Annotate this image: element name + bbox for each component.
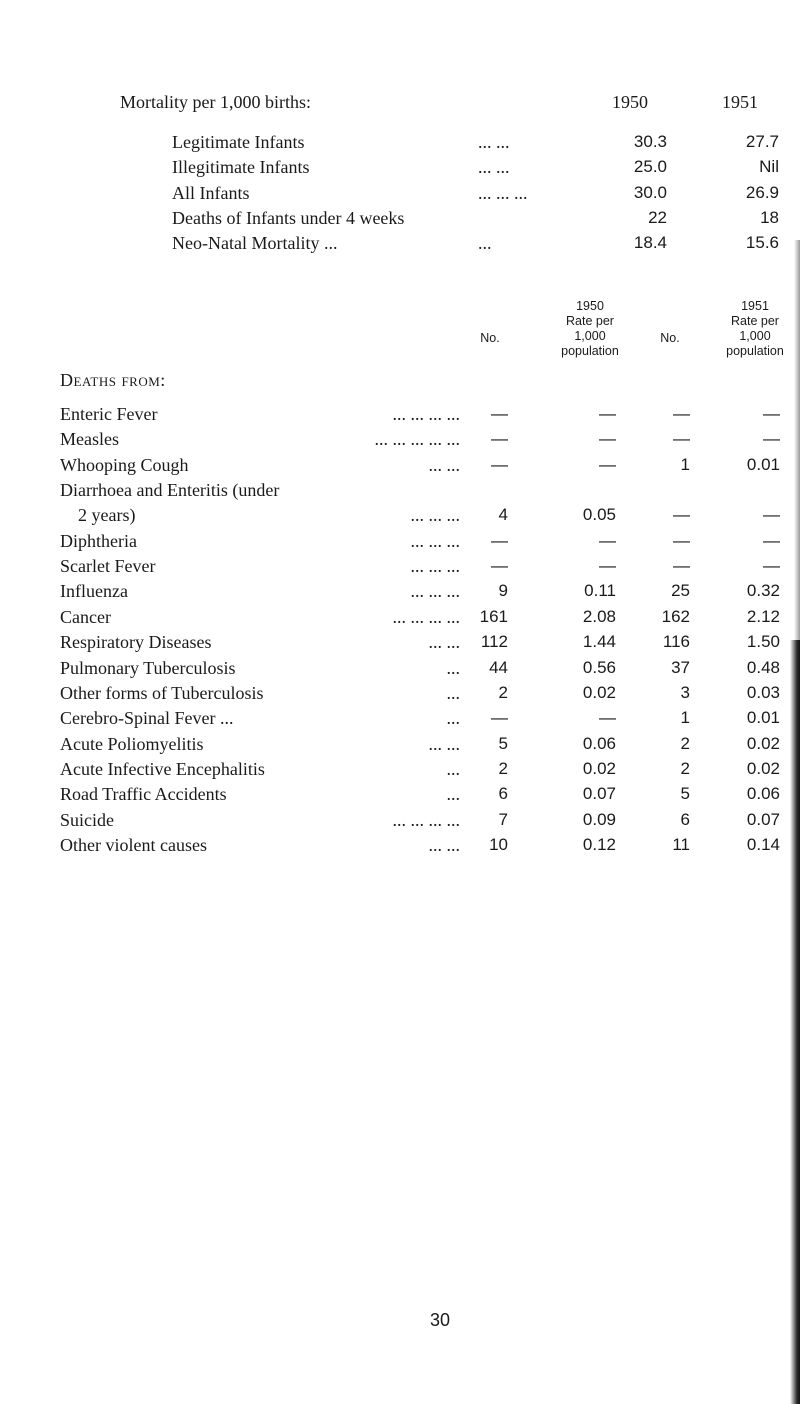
col-no-1951: No. <box>660 331 680 345</box>
deaths-row-dots: ... ... ... <box>410 581 460 601</box>
deaths-row-rate-1950: — <box>599 531 616 550</box>
deaths-row-no-1950: 2 <box>498 683 508 702</box>
deaths-row-no-1951: 5 <box>680 784 690 803</box>
deaths-row-rate-1950: 0.12 <box>582 835 616 854</box>
deaths-row-label: Acute Infective Encephalitis <box>60 759 265 779</box>
deaths-row-dots: ... ... ... <box>410 505 460 525</box>
mortality-row-1950: 22 <box>648 208 667 227</box>
deaths-row-no-1950: 9 <box>498 581 508 600</box>
deaths-row-no-1951: 116 <box>662 632 690 651</box>
page-edge-shadow-upper <box>794 240 800 640</box>
deaths-row-dots: ... ... ... ... <box>392 404 460 424</box>
mortality-row-dots: ... ... ... <box>478 183 528 203</box>
deaths-row-no-1951: — <box>673 505 690 524</box>
deaths-row-label: Scarlet Fever <box>60 556 156 576</box>
deaths-row-no-1950: 161 <box>479 607 508 626</box>
mortality-row-1950: 18.4 <box>633 233 667 252</box>
deaths-row-no-1951: — <box>673 429 690 448</box>
deaths-row-rate-1950: 0.02 <box>582 683 616 702</box>
deaths-row-rate-1951: — <box>763 556 780 575</box>
deaths-row-rate-1950: 2.08 <box>582 607 616 626</box>
mortality-row-1951: 27.7 <box>745 132 779 151</box>
deaths-row-no-1950: — <box>491 531 508 550</box>
deaths-row-label: 2 years) <box>78 505 136 525</box>
deaths-row-no-1950: 7 <box>498 810 508 829</box>
mortality-heading: Mortality per 1,000 births: <box>120 92 311 112</box>
deaths-row-rate-1951: — <box>763 429 780 448</box>
deaths-row-rate-1951: — <box>763 404 780 423</box>
mortality-row-dots: ... <box>478 233 492 253</box>
deaths-row-rate-1950: 0.06 <box>582 734 616 753</box>
deaths-row-no-1951: 2 <box>680 734 690 753</box>
mortality-row-1951: 26.9 <box>745 183 779 202</box>
deaths-row-no-1950: — <box>491 429 508 448</box>
deaths-row-rate-1951: 0.06 <box>746 784 780 803</box>
deaths-row-rate-1951: 0.03 <box>746 683 780 702</box>
deaths-row-dots: ... <box>446 658 460 678</box>
deaths-row-rate-1950: — <box>599 429 616 448</box>
deaths-row-no-1951: 3 <box>680 683 690 702</box>
mortality-row-dots: ... ... <box>478 157 510 177</box>
mortality-row-label: Deaths of Infants under 4 weeks <box>172 208 405 228</box>
deaths-row-dots: ... ... <box>428 455 460 475</box>
deaths-row-rate-1950: — <box>599 455 616 474</box>
deaths-row-rate-1950: 0.11 <box>584 581 616 600</box>
deaths-row-dots: ... ... <box>428 734 460 754</box>
mortality-year-1951: 1951 <box>722 92 758 112</box>
deaths-row-no-1950: 6 <box>498 784 508 803</box>
mortality-row-dots: ... ... <box>478 132 510 152</box>
deaths-row-rate-1950: 1.44 <box>582 632 616 651</box>
deaths-row-label: Measles <box>60 429 119 449</box>
deaths-row-label: Other violent causes <box>60 835 207 855</box>
col-rate-1951-year: 1951 <box>741 299 769 313</box>
deaths-row-dots: ... ... ... ... <box>392 607 460 627</box>
deaths-row-dots: ... ... ... ... ... <box>374 429 460 449</box>
deaths-row-dots: ... ... <box>428 835 460 855</box>
col-rate-1950-line1: Rate per <box>566 314 614 328</box>
mortality-row-label: All Infants <box>172 183 250 203</box>
deaths-row-rate-1950: 0.02 <box>582 759 616 778</box>
deaths-row-no-1950: — <box>491 404 508 423</box>
mortality-row-1951: 15.6 <box>745 233 779 252</box>
col-rate-1951-line3: population <box>726 344 784 358</box>
deaths-row-rate-1950: — <box>599 708 616 727</box>
deaths-row-label: Cancer <box>60 607 111 627</box>
deaths-row-rate-1951: 0.14 <box>746 835 780 854</box>
mortality-row-1950: 30.0 <box>633 183 667 202</box>
deaths-row-no-1951: 11 <box>672 835 690 854</box>
deaths-row-rate-1950: 0.07 <box>582 784 616 803</box>
deaths-row-dots: ... ... ... <box>410 531 460 551</box>
deaths-row-dots: ... ... ... ... <box>392 810 460 830</box>
deaths-row-no-1950: 10 <box>489 835 508 854</box>
mortality-year-1950: 1950 <box>612 92 648 112</box>
deaths-row-rate-1951: 0.01 <box>746 708 780 727</box>
deaths-row-no-1950: 4 <box>498 505 508 524</box>
page-edge-shadow <box>790 640 800 1404</box>
deaths-heading: Deaths from: <box>60 370 166 390</box>
col-rate-1951-line2: 1,000 <box>739 329 771 343</box>
deaths-row-no-1951: 25 <box>671 581 690 600</box>
col-rate-1950 <box>535 299 645 359</box>
deaths-row-label: Pulmonary Tuberculosis <box>60 658 236 678</box>
deaths-row-label: Other forms of Tuberculosis <box>60 683 264 703</box>
mortality-row-1951: Nil <box>759 157 779 176</box>
mortality-row-1950: 25.0 <box>633 157 667 176</box>
deaths-row-dots: ... <box>446 759 460 779</box>
deaths-row-label: Respiratory Diseases <box>60 632 212 652</box>
deaths-row-no-1950: — <box>491 556 508 575</box>
deaths-row-dots: ... <box>446 708 460 728</box>
deaths-row-rate-1951: — <box>763 531 780 550</box>
deaths-row-rate-1951: — <box>763 505 780 524</box>
deaths-row-rate-1950: 0.05 <box>582 505 616 524</box>
deaths-row-label: Suicide <box>60 810 114 830</box>
col-rate-1951-line1: Rate per <box>731 314 779 328</box>
deaths-row-no-1951: — <box>673 556 690 575</box>
deaths-row-no-1951: 37 <box>671 658 690 677</box>
deaths-row-label: Diarrhoea and Enteritis (under <box>60 480 280 500</box>
col-rate-1950-year: 1950 <box>576 299 604 313</box>
deaths-row-no-1951: 2 <box>680 759 690 778</box>
deaths-row-dots: ... ... <box>428 632 460 652</box>
deaths-row-rate-1951: 0.02 <box>746 734 780 753</box>
deaths-row-dots: ... ... ... <box>410 556 460 576</box>
deaths-row-rate-1950: 0.09 <box>582 810 616 829</box>
deaths-row-no-1950: 5 <box>498 734 508 753</box>
deaths-row-rate-1951: 2.12 <box>746 607 780 626</box>
deaths-row-rate-1951: 0.07 <box>746 810 780 829</box>
deaths-row-rate-1951: 1.50 <box>746 632 780 651</box>
deaths-row-label: Acute Poliomyelitis <box>60 734 204 754</box>
deaths-row-rate-1951: 0.01 <box>746 455 780 474</box>
page-number: 30 <box>429 1310 451 1330</box>
deaths-row-label: Cerebro-Spinal Fever ... <box>60 708 234 728</box>
mortality-row-label: Illegitimate Infants <box>172 157 310 177</box>
deaths-row-rate-1951: 0.48 <box>746 658 780 677</box>
deaths-row-no-1951: 6 <box>680 810 690 829</box>
deaths-row-label: Whooping Cough <box>60 455 189 475</box>
deaths-row-rate-1950: 0.56 <box>582 658 616 677</box>
mortality-row-label: Neo-Natal Mortality ... <box>172 233 338 253</box>
deaths-row-no-1951: — <box>673 404 690 423</box>
deaths-row-rate-1950: — <box>599 556 616 575</box>
deaths-row-no-1950: 44 <box>489 658 508 677</box>
deaths-row-no-1950: — <box>491 708 508 727</box>
deaths-row-no-1951: — <box>673 531 690 550</box>
deaths-row-label: Influenza <box>60 581 128 601</box>
deaths-row-label: Enteric Fever <box>60 404 158 424</box>
deaths-row-no-1950: — <box>491 455 508 474</box>
mortality-row-label: Legitimate Infants <box>172 132 305 152</box>
deaths-row-no-1951: 1 <box>680 455 690 474</box>
col-rate-1950-line2: 1,000 <box>574 329 606 343</box>
deaths-row-dots: ... <box>446 683 460 703</box>
col-rate-1950-line3: population <box>561 344 619 358</box>
col-rate-1951 <box>715 299 795 359</box>
deaths-row-rate-1950: — <box>599 404 616 423</box>
deaths-row-label: Diphtheria <box>60 531 137 551</box>
col-no-1950: No. <box>480 331 500 345</box>
deaths-row-no-1950: 2 <box>498 759 508 778</box>
deaths-row-no-1951: 162 <box>661 607 690 626</box>
deaths-row-rate-1951: 0.32 <box>746 581 780 600</box>
deaths-row-dots: ... <box>446 784 460 804</box>
deaths-row-rate-1951: 0.02 <box>746 759 780 778</box>
mortality-row-1951: 18 <box>760 208 779 227</box>
deaths-row-no-1951: 1 <box>680 708 690 727</box>
deaths-row-no-1950: 112 <box>480 632 508 651</box>
deaths-row-label: Road Traffic Accidents <box>60 784 227 804</box>
mortality-row-1950: 30.3 <box>633 132 667 151</box>
